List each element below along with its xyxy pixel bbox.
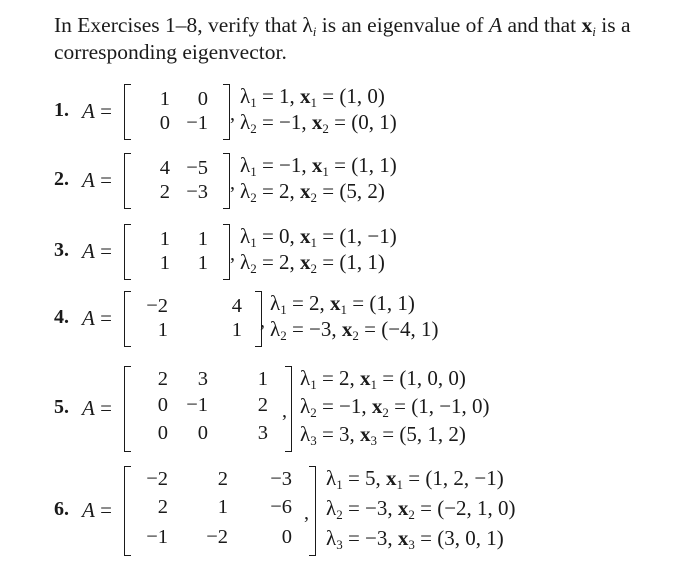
matrix-entry: 0 — [157, 394, 168, 416]
matrix-entry: 4 — [159, 157, 170, 179]
matrix-entry: −1 — [186, 112, 208, 134]
exercise-2 — [0, 153, 700, 209]
exercise-4 — [0, 291, 700, 347]
matrix-entry: 2 — [217, 468, 228, 490]
eigenpair: $\lambda_2 = 2$, $x_2 = (5$, 2) — [240, 179, 385, 205]
matrix — [124, 153, 230, 209]
right-bracket — [223, 84, 230, 140]
matrix-entry: 0 — [159, 112, 170, 134]
matrix-entry: −2 — [146, 295, 168, 317]
matrix — [124, 224, 230, 280]
exercise-number: 1. — [54, 99, 69, 121]
matrix — [124, 466, 316, 556]
eigenpair: $\lambda_1 = 2$, $x_1 = (1$, 1) — [270, 291, 415, 317]
matrix-entry: −6 — [270, 496, 292, 518]
instructions: In Exercises 1–8, verify that $\lambda_i$ is an eigenvalue of A and that $x_i$ is a corresponding eigenvector. — [54, 13, 631, 64]
exercise-number: 6. — [54, 498, 69, 520]
exercise-5 — [0, 366, 700, 452]
matrix-entry: 0 — [197, 88, 208, 110]
eigenpair: $\lambda_1 = -1$, $x_1 = (1$, 1) — [240, 153, 397, 179]
matrix-entry: −2 — [146, 468, 168, 490]
eigenpair: $\lambda_1 = 2$, $x_1 = (1$, 0, 0) — [300, 366, 466, 392]
separator-comma: , — [230, 172, 235, 194]
matrix — [124, 84, 230, 140]
matrix-entry: 1 — [157, 319, 168, 341]
eigenpair: $\lambda_2 = -3$, $x_2 = (-2$, 1, 0) — [326, 496, 516, 522]
eigenpair: $\lambda_2 = -1$, $x_2 = (0$, 1) — [240, 110, 397, 136]
separator-comma: , — [260, 310, 265, 332]
matrix-entry: 2 — [157, 368, 168, 390]
matrix-entry: −3 — [186, 181, 208, 203]
matrix-label: A = — [82, 239, 112, 263]
matrix — [124, 291, 262, 347]
eigenpair: $\lambda_1 = 1$, $x_1 = (1$, 0) — [240, 84, 385, 110]
exercise-number: 3. — [54, 239, 69, 261]
exercise-6 — [0, 466, 700, 556]
matrix-entry: 1 — [231, 319, 242, 341]
matrix-entry: −1 — [146, 526, 168, 548]
matrix-label: A = — [82, 168, 112, 192]
matrix-entry: 2 — [157, 496, 168, 518]
matrix-entry: −2 — [206, 526, 228, 548]
matrix-entry: 0 — [197, 422, 208, 444]
right-bracket — [223, 224, 230, 280]
eigenpair: $\lambda_1 = 5$, $x_1 = (1$, 2, −1) — [326, 466, 504, 492]
matrix-entry: 1 — [159, 88, 170, 110]
eigenpair: $\lambda_3 = 3$, $x_3 = (5$, 1, 2) — [300, 422, 466, 448]
exercise-1 — [0, 84, 700, 140]
matrix-entry: 1 — [197, 228, 208, 250]
matrix — [124, 366, 292, 452]
matrix-entry: 1 — [217, 496, 228, 518]
exercise-number: 5. — [54, 396, 69, 418]
matrix-entry: 0 — [157, 422, 168, 444]
separator-comma: , — [304, 502, 309, 524]
matrix-entry: 2 — [257, 394, 268, 416]
matrix-entry: 1 — [159, 252, 170, 274]
matrix-entry: 0 — [281, 526, 292, 548]
matrix-entry: 3 — [197, 368, 208, 390]
separator-comma: , — [282, 400, 287, 422]
eigenpair: $\lambda_2 = 2$, $x_2 = (1$, 1) — [240, 250, 385, 276]
separator-comma: , — [230, 103, 235, 125]
separator-comma: , — [230, 243, 235, 265]
matrix-entry: 3 — [257, 422, 268, 444]
exercise-number: 4. — [54, 306, 69, 328]
matrix-label: A = — [82, 498, 112, 522]
eigenpair: $\lambda_1 = 0$, $x_1 = (1$, −1) — [240, 224, 397, 250]
exercise-number: 2. — [54, 168, 69, 190]
eigenpair: $\lambda_2 = -1$, $x_2 = (1$, −1, 0) — [300, 394, 490, 420]
matrix-entry: 2 — [159, 181, 170, 203]
matrix-entry: −1 — [186, 394, 208, 416]
eigenpair: $\lambda_3 = -3$, $x_3 = (3$, 0, 1) — [326, 526, 504, 552]
exercise-3 — [0, 224, 700, 280]
matrix-label: A = — [82, 306, 112, 330]
matrix-label: A = — [82, 99, 112, 123]
matrix-entry: 4 — [231, 295, 242, 317]
matrix-entry: −3 — [270, 468, 292, 490]
eigenpair: $\lambda_2 = -3$, $x_2 = (-4$, 1) — [270, 317, 439, 343]
matrix-label: A = — [82, 396, 112, 420]
matrix-entry: 1 — [257, 368, 268, 390]
matrix-entry: 1 — [197, 252, 208, 274]
matrix-entry: −5 — [186, 157, 208, 179]
matrix-entry: 1 — [159, 228, 170, 250]
right-bracket — [223, 153, 230, 209]
right-bracket — [309, 466, 316, 556]
